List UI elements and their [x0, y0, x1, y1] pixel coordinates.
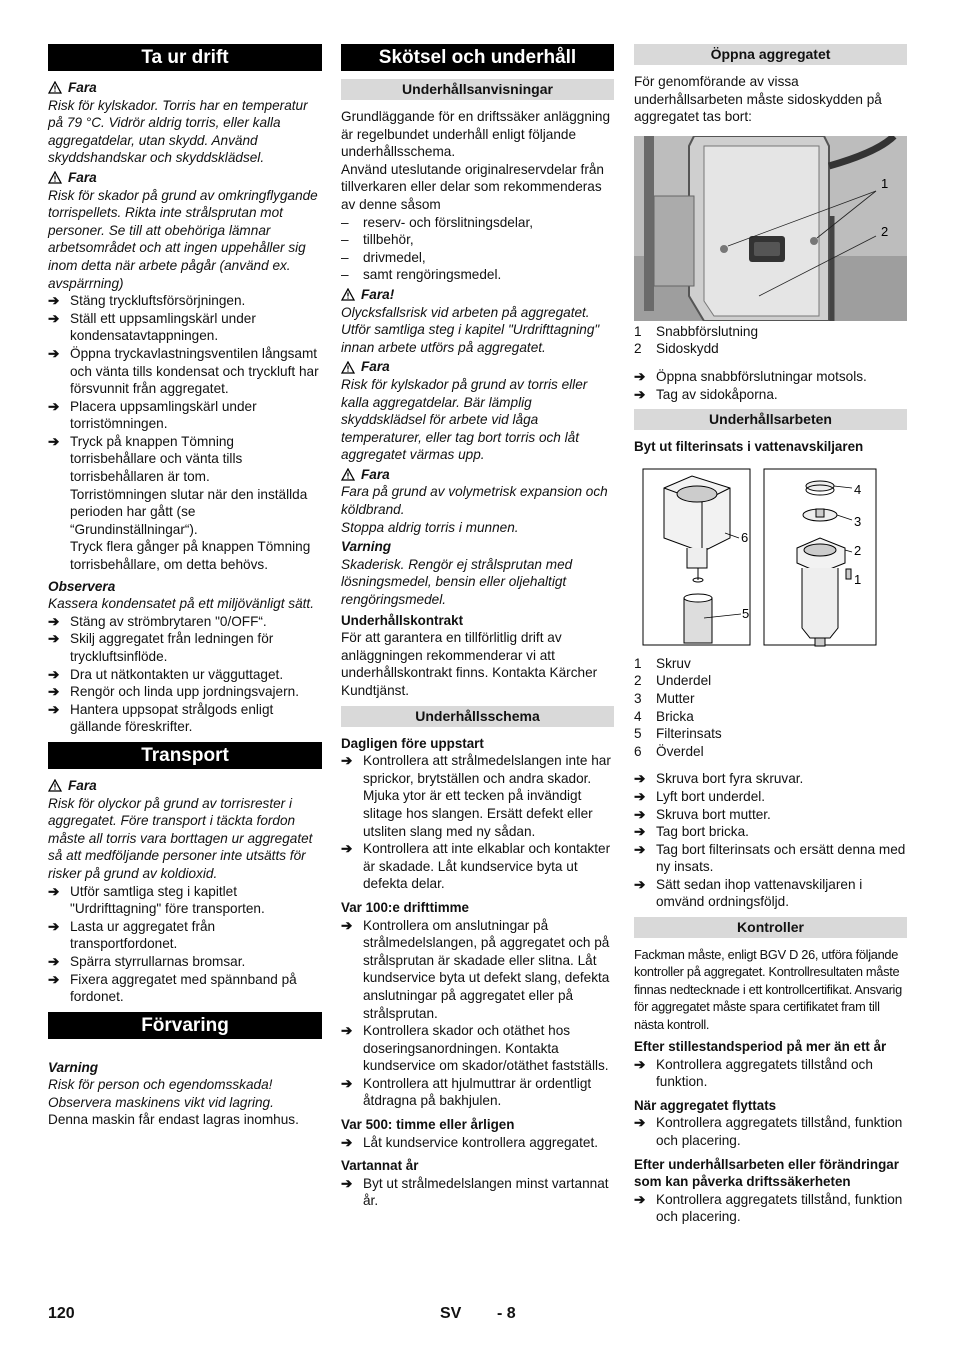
subsection-title: Kontroller	[634, 917, 907, 938]
step-item: ➔ Öppna tryckavlastningsventilen långsamt och vänta tills kondensat och tryckluft har försvunnit från aggregatet.	[48, 345, 319, 397]
step-item: ➔ Spärra styrrullarnas bromsar.	[48, 953, 246, 969]
step-item: ➔ Kontrollera att hjulmuttrar är ordentligt åtdragna på bakhjulen.	[341, 1075, 592, 1109]
legend-list	[634, 655, 907, 761]
legend-item: 5 Filterinsats	[634, 726, 722, 742]
subsection-title: Underhållsanvisningar	[341, 79, 614, 100]
arrow-right-icon: ➔	[48, 666, 60, 682]
column-2	[341, 44, 614, 1210]
step-item: ➔ Placera uppsamlingskärl under torristömningen.	[48, 398, 257, 432]
step-item: ➔ Dra ut nätkontakten ur vägguttaget.	[48, 666, 284, 682]
warning-heading: Fara	[341, 466, 614, 484]
step-item: ➔ Kontrollera om anslutningar på strålmedelslangen, på aggregatet och på strålsprutan är skadade eller slitna. Låt kundservice byta ut defekt slang, defekta anslutningar på aggregatet eller på strålsprutan.	[341, 917, 610, 1021]
callout-label: 1	[854, 571, 862, 587]
step-item: ➔ Utför samtliga steg i kapitlet "Urdrifttagning" före transporten.	[48, 883, 265, 917]
legend-item: 2 Sidoskydd	[634, 341, 719, 357]
callout-label: 3	[854, 513, 862, 529]
warning-triangle-icon	[341, 288, 355, 301]
language-code: SV	[440, 1305, 462, 1322]
arrow-right-icon: ➔	[634, 1115, 646, 1131]
step-item: ➔ Skruva bort mutter.	[634, 806, 771, 822]
arrow-right-icon: ➔	[48, 613, 60, 629]
warning-heading: Fara	[48, 777, 322, 795]
dash-item: – tillbehör,	[341, 232, 414, 248]
arrow-right-icon: ➔	[48, 684, 60, 700]
check-heading: Efter underhållsarbeten eller förändringar som kan påverka driftssäkerheten	[634, 1156, 899, 1190]
arrow-right-icon: ➔	[341, 1134, 353, 1150]
callout-label: 4	[854, 481, 862, 497]
step-item: ➔ Kontrollera aggregatets tillstånd och funktion.	[634, 1056, 873, 1090]
step-item: ➔ Sätt sedan ihop vattenavskiljaren i omvänd ordningsföljd.	[634, 876, 863, 910]
arrow-right-icon: ➔	[48, 918, 60, 934]
arrow-right-icon: ➔	[341, 1175, 353, 1191]
step-item: ➔ Kontrollera skador och otäthet hos doseringsanordningen. Kontakta kundservice om skador/otäthet fastställs.	[341, 1023, 609, 1074]
step-item: ➔ Kontrollera aggregatets tillstånd, funktion och placering.	[634, 1115, 903, 1149]
step-item: ➔ Skilj aggregatet från ledningen för tryckluftsinflöde.	[48, 631, 274, 664]
arrow-right-icon: ➔	[48, 953, 60, 969]
arrow-right-icon: ➔	[634, 386, 646, 402]
subsection-title: Öppna aggregatet	[634, 44, 907, 65]
warning-text: Risk för skador på grund av omkringflygande torrispellets. Rikta inte strålsprutan mot personer. Se till att obehöriga lämnar arbetsområdet och att ingen uppehåller sig inom detta när arbete pågår (använd ex. avspärrning)	[48, 187, 318, 291]
step-item: ➔ Tag bort filterinsats och ersätt denna med ny insats.	[634, 841, 906, 875]
arrow-right-icon: ➔	[634, 788, 646, 804]
legend-item: 1 Skruv	[634, 655, 691, 671]
arrow-right-icon: ➔	[48, 293, 60, 309]
paragraph: Fackman måste, enligt BGV D 26, utföra följande kontroller på aggregatet. Kontrollresultaten måste finnas nedtecknade i ett kontrollcertifikat. Ansvarig för aggregatet måste spara certifikatet fram till nästa kontroll.	[634, 947, 902, 1032]
callout-label: 1	[881, 175, 889, 191]
callout-label: 6	[741, 529, 749, 545]
arrow-right-icon: ➔	[341, 917, 353, 933]
legend-item: 2 Underdel	[634, 673, 712, 689]
warning-triangle-icon	[48, 779, 62, 792]
arrow-right-icon: ➔	[634, 806, 646, 822]
warning-heading: Fara	[48, 169, 322, 187]
warning-text: Risk för olyckor på grund av torrisrester i aggregatet. Före transport i täckta fordon måste all torris vara borttagen ur aggregatet så att medföljande personer inte utsätts för risker på grund av koldioxid.	[48, 795, 313, 881]
warning-text: Risk för person och egendomsskada! Observera maskinens vikt vid lagring.	[48, 1077, 274, 1110]
schedule-heading: Vartannat år	[341, 1158, 419, 1174]
arrow-right-icon: ➔	[48, 883, 60, 899]
note-text: Kassera kondensatet på ett miljövänligt sätt.	[48, 596, 314, 612]
arrow-right-icon: ➔	[48, 345, 60, 361]
legend-list	[634, 323, 907, 358]
dash-item: – samt rengöringsmedel.	[341, 267, 502, 283]
contract-heading: Underhållskontrakt	[341, 612, 464, 628]
arrow-right-icon: ➔	[48, 971, 60, 987]
paragraph: Grundläggande för en driftssäker anläggning är regelbundet underhåll enligt följande underhållsschema.	[341, 109, 611, 160]
arrow-right-icon: ➔	[341, 1075, 353, 1091]
dash-item: – reserv- och förslitningsdelar,	[341, 214, 533, 230]
arrow-right-icon: ➔	[48, 701, 60, 717]
warning-text: Olycksfallsrisk vid arbeten på aggregatet. Utför samtliga steg i kapitel "Urdrifttagning" innan arbete utförs på aggregatet.	[341, 304, 600, 355]
check-heading: När aggregatet flyttats	[634, 1097, 777, 1113]
step-item: ➔ Kontrollera att inte elkablar och kontakter är skadade. Låt kundservice byta ut defekta delar.	[341, 841, 611, 892]
dash-item: – drivmedel,	[341, 249, 426, 265]
warning-heading: Varning	[341, 539, 392, 555]
arrow-right-icon: ➔	[48, 310, 60, 326]
step-item: ➔ Fixera aggregatet med spännband på fordonet.	[48, 971, 297, 1005]
section-title-storage: Förvaring	[48, 1012, 322, 1039]
schedule-heading: Var 100:e drifttimme	[341, 899, 470, 915]
arrow-right-icon: ➔	[48, 398, 60, 414]
step-item: ➔ Skruva bort fyra skruvar.	[634, 771, 804, 787]
step-note: Torristömningen slutar när den inställda perioden har gått (se “Grundinställningar“).	[70, 486, 308, 537]
step-item: ➔ Stäng av strömbrytaren "0/OFF“.	[48, 613, 267, 629]
step-item: ➔ Byt ut strålmedelslangen minst vartannat år.	[341, 1175, 609, 1209]
step-item: ➔ Lyft bort underdel.	[634, 788, 766, 804]
paragraph: Använd uteslutande originalreservdelar från tillverkaren eller delar som rekommenderas av denne såsom	[341, 161, 604, 212]
water-separator-filter-figure	[642, 468, 882, 653]
column-3	[634, 44, 907, 1226]
arrow-right-icon: ➔	[48, 433, 60, 449]
legend-item: 6 Överdel	[634, 743, 704, 759]
paragraph: För genomförande av vissa underhållsarbeten måste sidoskydden på aggregatet tas bort:	[634, 74, 882, 125]
arrow-right-icon: ➔	[634, 771, 646, 787]
step-item: ➔ Hantera uppsopat strålgods enligt gällande föreskrifter.	[48, 701, 274, 735]
callout-label: 2	[854, 542, 862, 558]
subsection-title: Underhållsarbeten	[634, 409, 907, 430]
storage-text: Denna maskin får endast lagras inomhus.	[48, 1112, 299, 1128]
page-number: 120	[48, 1305, 75, 1322]
warning-text: Skaderisk. Rengör ej strålsprutan med lösningsmedel, bensin eller oljehaltigt rengöringsmedel.	[341, 556, 573, 608]
section-page: - 8	[497, 1305, 516, 1322]
step-item: ➔ Tag bort bricka.	[634, 824, 749, 840]
column-1	[48, 44, 322, 1129]
arrow-right-icon: ➔	[48, 631, 60, 647]
schedule-heading: Dagligen före uppstart	[341, 735, 484, 751]
note-heading: Observera	[48, 578, 116, 594]
check-heading: Efter stillestandsperiod på mer än ett år	[634, 1039, 887, 1055]
arrow-right-icon: ➔	[634, 1056, 646, 1072]
arrow-right-icon: ➔	[341, 753, 353, 769]
warning-text: Stoppa aldrig torris i munnen.	[341, 519, 519, 535]
step-item: ➔ Kontrollera att strålmedelslangen inte har sprickor, brytställen och andra skador. Mjuka ytor är ett tecken på invändigt slitage hos slangen. Ersätt defekt eller utsliten slang med ny sådan.	[341, 753, 611, 839]
schedule-heading: Var 500: timme eller årligen	[341, 1117, 515, 1133]
section-title-transport: Transport	[48, 742, 322, 769]
arrow-right-icon: ➔	[634, 876, 646, 892]
step-note: Tryck flera gånger på knappen Tömning torrisbehållare, om detta behövs.	[70, 539, 311, 573]
section-title-out-of-service: Ta ur drift	[48, 44, 322, 71]
arrow-right-icon: ➔	[634, 841, 646, 857]
legend-item: 1 Snabbförslutning	[634, 323, 759, 339]
arrow-right-icon: ➔	[634, 824, 646, 840]
warning-heading: Varning	[48, 1059, 99, 1075]
procedure-heading: Byt ut filterinsats i vattenavskiljaren	[634, 439, 864, 455]
warning-text: Risk för kylskador på grund av torris eller kalla aggregatdelar. Bär lämplig skyddsklädsel för arbete vid låga temperaturer, eller tag bort torris och låt aggregatet värmas upp.	[341, 376, 588, 463]
legend-item: 4 Bricka	[634, 708, 694, 724]
step-item: ➔ Tryck på knappen Tömning torrisbehållare och vänta tills torrisbehållaren är tom.	[48, 433, 243, 485]
warning-text: Fara på grund av volymetrisk expansion och köldbrand.	[341, 484, 608, 518]
warning-heading: Fara!	[341, 286, 614, 304]
step-item: ➔ Stäng tryckluftsförsörjningen.	[48, 293, 246, 309]
warning-triangle-icon	[48, 171, 62, 184]
callout-label: 5	[742, 605, 750, 621]
paragraph: För att garantera en tillförlitlig drift av anläggningen rekommenderar vi att underhållskontrakt finns. Kontakta Kärcher Kundtjänst.	[341, 630, 598, 698]
callout-label: 2	[881, 223, 889, 239]
machine-side-cover-figure	[634, 136, 907, 321]
step-item: ➔ Tag av sidokåporna.	[634, 386, 778, 402]
step-item: ➔ Rengör och linda upp jordningsvajern.	[48, 684, 299, 700]
step-item: ➔ Ställ ett uppsamlingskärl under kondensatavtappningen.	[48, 310, 256, 344]
arrow-right-icon: ➔	[341, 841, 353, 857]
step-item: ➔ Lasta ur aggregatet från transportfordonet.	[48, 918, 216, 952]
step-item: ➔ Låt kundservice kontrollera aggregatet.	[341, 1134, 599, 1150]
warning-heading: Fara	[341, 358, 614, 376]
legend-item: 3 Mutter	[634, 690, 695, 706]
subsection-title: Underhållsschema	[341, 706, 614, 727]
arrow-right-icon: ➔	[634, 1191, 646, 1207]
section-title-maintenance: Skötsel och underhåll	[341, 44, 614, 71]
warning-triangle-icon	[48, 81, 62, 94]
step-item: ➔ Öppna snabbförslutningar motsols.	[634, 368, 867, 384]
arrow-right-icon: ➔	[634, 368, 646, 384]
warning-triangle-icon	[341, 468, 355, 481]
warning-text: Risk för kylskador. Torris har en temperatur på 79 °C. Vidrör aldrig torris, eller kalla aggregatdelar, utan skydd. Använd skyddshandskar och skyddsklädsel.	[48, 97, 308, 166]
arrow-right-icon: ➔	[341, 1023, 353, 1039]
step-item: ➔ Kontrollera aggregatets tillstånd, funktion och placering.	[634, 1191, 903, 1225]
warning-heading: Fara	[48, 79, 322, 97]
warning-triangle-icon	[341, 361, 355, 374]
